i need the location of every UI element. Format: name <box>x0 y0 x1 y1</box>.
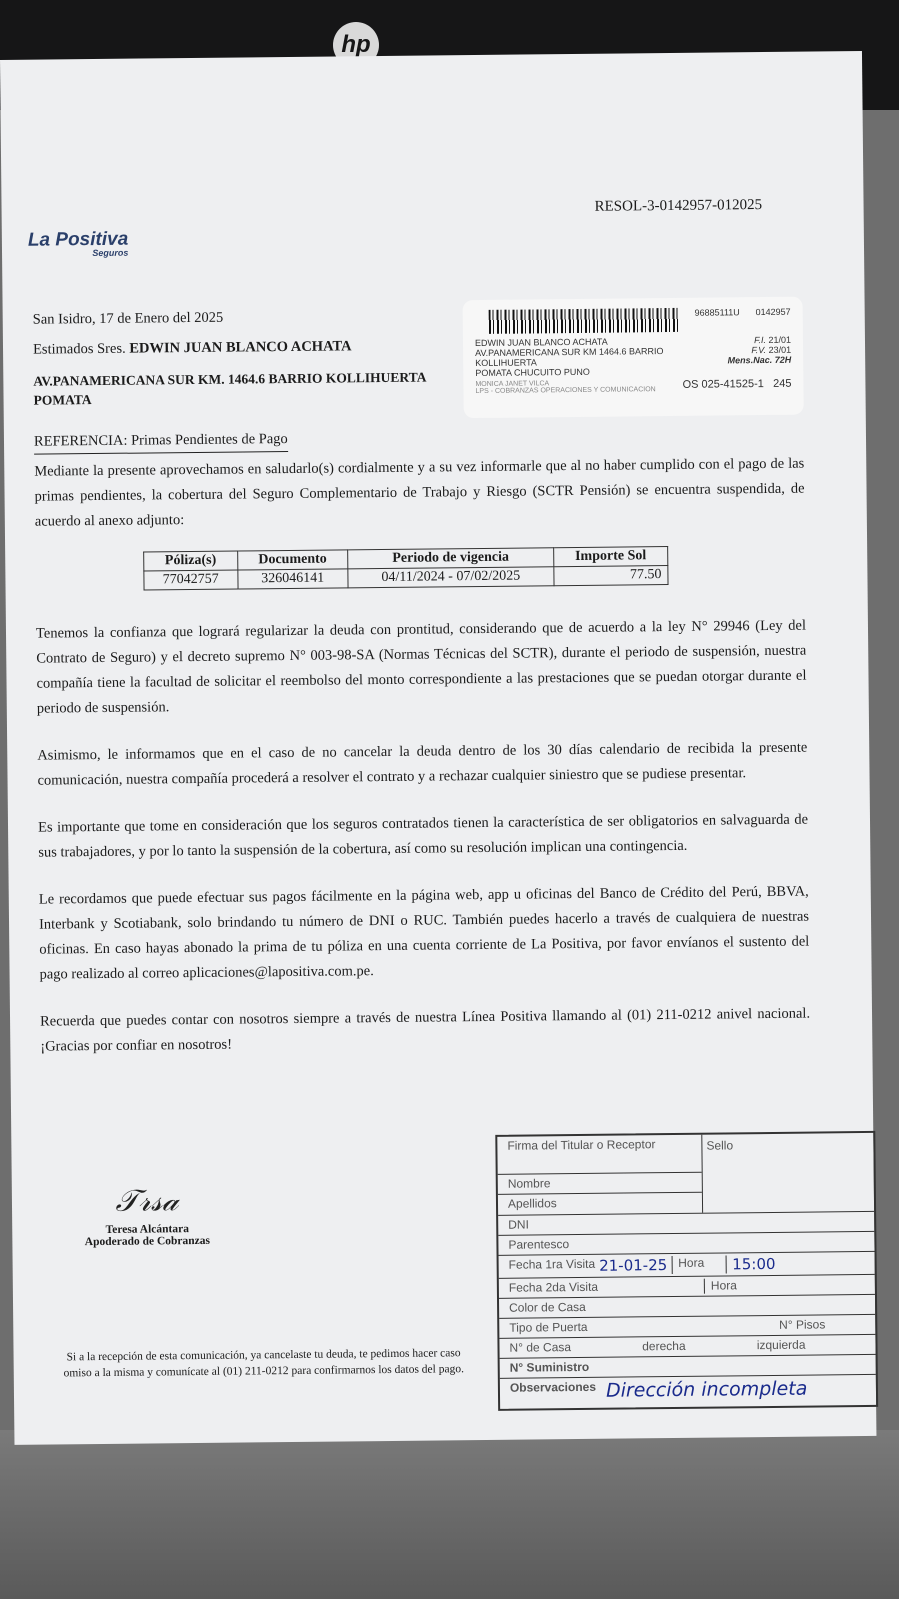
background-fabric <box>0 1430 899 1599</box>
label-dept: LPS - COBRANZAS OPERACIONES Y COMUNICACION <box>475 386 656 396</box>
greeting <box>33 337 453 358</box>
cell-importe: 77.50 <box>554 566 668 586</box>
paragraph-law: Tenemos la confianza que logrará regularizar la deuda con prontitud, considerando que de acuerdo a la ley N° 29946 (Ley del Contrato de Seguro) y el decreto supremo N° 003-98-SA (Normas Técnicas del SCTR), durante el periodo de suspensión, nuestra compañía tiene la facultad de solicitar el reembolso del monto correspondiente a las prestaciones que se puedan otorgar durante el periodo de suspensión. <box>35 617 807 717</box>
footer-note: Si a la recepción de esta comunicación, ya cancelaste tu deuda, te pedimos hacer caso omiso a la misma y comunícate al (01) 211-0212 para confirmarnos los datos del pago. <box>63 1347 464 1380</box>
fv-value: 23/01 <box>768 344 792 355</box>
fi-label: F.I. <box>754 334 766 346</box>
resolution-number: RESOL-3-0142957-012025 <box>594 197 763 215</box>
label-address: AV.PANAMERICANA SUR KM 1464.6 BARRIO KOLLIHUERTA <box>475 346 664 369</box>
reference: REFERENCIA: Primas Pendientes de Pago <box>34 431 288 455</box>
field-firma: Firma del Titular o Receptor <box>497 1135 701 1175</box>
field-derecha: derecha <box>642 1338 686 1354</box>
label-num: 0142957 <box>755 306 791 318</box>
header-periodo: Periodo de vigencia <box>348 548 554 569</box>
observaciones-value: Dirección incompleta <box>605 1377 808 1402</box>
field-parentesco: Parentesco <box>498 1232 874 1256</box>
greeting-prefix: Estimados Sres. <box>32 340 126 358</box>
table-row <box>144 566 668 590</box>
label-name: EDWIN JUAN BLANCO ACHATA <box>474 336 608 349</box>
fv-label: F.V. <box>751 344 767 356</box>
label-service: Mens.Nac. 72H <box>727 354 792 366</box>
header-documento: Documento <box>237 550 348 570</box>
label-n: 245 <box>773 377 792 390</box>
field-suministro: N° Suministro <box>500 1355 876 1379</box>
logo-sub: Seguros <box>92 247 129 259</box>
signer-name: Teresa Alcántara <box>105 1223 190 1236</box>
field-color: Color de Casa <box>499 1295 875 1319</box>
signer-title: Apoderado de Cobranzas <box>84 1234 211 1249</box>
fi-value: 21/01 <box>768 334 792 345</box>
hp-logo: hp <box>333 22 379 68</box>
label-city: POMATA CHUCUITO PUNO <box>475 366 590 379</box>
header-importe: Importe Sol <box>553 547 667 567</box>
mailing-label <box>463 297 804 419</box>
field-hora1: Hora <box>671 1256 721 1275</box>
signature-scribble: 𝒯𝓇𝓈𝒶 <box>115 1183 179 1219</box>
date-line: San Isidro, 17 de Enero del 2025 <box>32 309 224 328</box>
cell-periodo: 04/11/2024 - 07/02/2025 <box>348 567 554 588</box>
signature-block <box>67 1183 228 1249</box>
field-puerta: Tipo de Puerta <box>509 1319 588 1335</box>
field-sello: Sello <box>706 1138 734 1153</box>
letter-page <box>0 51 876 1445</box>
letter-body <box>34 452 810 1082</box>
address <box>33 367 458 409</box>
field-hora2: Hora <box>704 1278 737 1293</box>
policy-table <box>143 546 668 590</box>
recipient-name: EDWIN JUAN BLANCO ACHATA <box>129 338 352 357</box>
cell-poliza: 77042757 <box>144 570 238 590</box>
field-fecha2: Fecha 2da Visita <box>508 1279 599 1295</box>
fecha1-value: 21-01-25 <box>599 1256 668 1275</box>
intro-paragraph: Mediante la presente aprovechamos en saludarlo(s) cordialmente y a su vez informarle que al no haber cumplido con el pago de las primas pendientes, la cobertura del Seguro Complementario de Trabajo y Riesgo (SCTR Pensión) se encuentra suspendida, de acuerdo al anexo adjunto: <box>34 455 805 530</box>
paragraph-contact: Recuerda que puedes contar con nosotros siempre a través de nuestra Línea Positiva llamando al (01) 211-0212 anivel nacional. ¡Gracias por confiar en nosotros! <box>39 1005 811 1055</box>
label-sender: MONICA JANET VILCA <box>475 380 550 389</box>
label-code: 96885111U <box>694 307 740 318</box>
field-pisos: N° Pisos <box>779 1317 826 1332</box>
logo-name: La Positiva <box>27 228 129 251</box>
cell-documento: 326046141 <box>237 569 348 589</box>
field-observaciones: Observaciones <box>509 1379 597 1395</box>
barcode <box>489 308 679 334</box>
header-poliza: Póliza(s) <box>144 551 238 571</box>
paragraph-payment: Le recordamos que puede efectuar sus pagos fácilmente en la página web, app u oficinas del Banco de Crédito del Perú, BBVA, Interbank y Scotiabank, solo brindando tu número de DNI o RUC. También puedes hacerlo a través de cualquiera de nuestras oficinas. En caso hayas abonado la prima de tu póliza en una cuenta corriente de La Positiva, por favor envíanos el sustento del pago realizado al correo aplicaciones@lapositiva.com.pe. <box>38 883 810 983</box>
company-logo <box>28 229 129 259</box>
paragraph-deadline: Asimismo, le informamos que en el caso de no cancelar la deuda dentro de los 30 días calendario de recibida la presente comunicación, nuestra compañía procederá a resolver el contrato y a rechazar cualquier siniestro que se pudiese presentar. <box>37 739 808 789</box>
field-dni: DNI <box>498 1212 874 1236</box>
field-casa: N° de Casa <box>509 1340 572 1355</box>
field-izquierda: izquierda <box>756 1337 806 1353</box>
hora1-value: 15:00 <box>725 1255 790 1274</box>
field-fecha1: Fecha 1ra Visita <box>508 1256 596 1272</box>
address-line-1: AV.PANAMERICANA SUR KM. 1464.6 BARRIO KOLLIHUERTA <box>33 369 427 389</box>
paragraph-importance: Es importante que tome en consideración que los seguros contratados tienen la característica de ser obligatorios en salvaguarda de sus trabajadores, y por lo tanto la suspensión de la cobertura, así como su resolución implican una contingencia. <box>37 811 809 861</box>
label-os: OS 025-41525-1 <box>682 378 764 391</box>
delivery-form <box>495 1131 878 1411</box>
field-apellidos: Apellidos <box>507 1196 557 1211</box>
field-nombre: Nombre <box>498 1173 702 1195</box>
address-line-2: POMATA <box>33 392 92 408</box>
